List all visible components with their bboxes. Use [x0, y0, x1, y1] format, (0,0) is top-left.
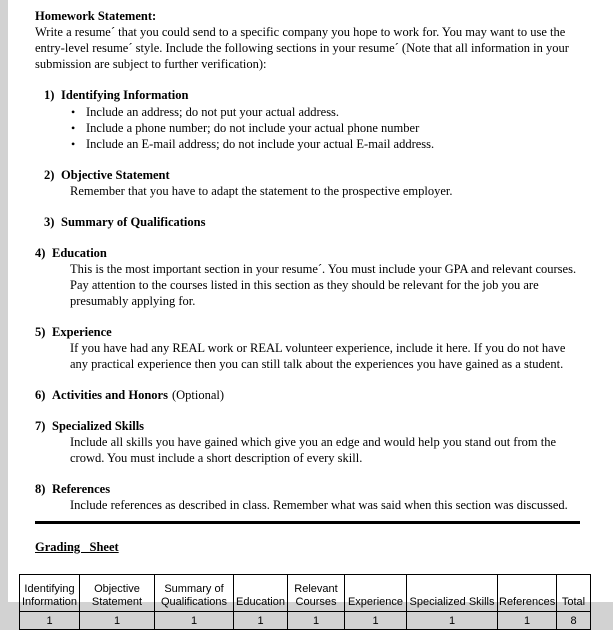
section-heading-text: Specialized Skills: [52, 419, 145, 433]
bullet-item: • Include an address; do not put your actual address.: [70, 104, 581, 120]
intro-paragraph: Write a resume´ that you could send to a specific company you hope to work for. You may want to use the entry-level resume´ style. Include the following sections in your resume´ (Note that all information in your submission are subject to further verification):: [35, 25, 569, 71]
section-heading: [35, 245, 581, 261]
section-heading-text: Activities and Honors: [52, 388, 168, 402]
section-heading: [44, 87, 581, 103]
grading-table-container: [19, 574, 586, 630]
bullet-item: • Include a phone number; do not include your actual phone number: [70, 120, 581, 136]
bullet-list: [70, 104, 581, 152]
section-heading-text: Objective Statement: [61, 168, 170, 182]
header-education: Education: [234, 575, 288, 612]
section-activities-and-honors: [35, 387, 581, 403]
grading-table: [19, 574, 591, 630]
grading-header-row: [20, 575, 591, 612]
section-number: 7): [35, 419, 46, 433]
header-identifying-information: Identifying Information: [20, 575, 80, 612]
points-objective-statement: 1: [80, 612, 155, 630]
points-education: 1: [234, 612, 288, 630]
thick-divider-line: [35, 521, 580, 524]
section-number: 5): [35, 325, 46, 339]
points-relevant-courses: 1: [288, 612, 345, 630]
header-specialized-skills: Specialized Skills: [407, 575, 498, 612]
document-page: [8, 0, 613, 627]
section-heading-suffix: (Optional): [171, 388, 225, 402]
section-number: 8): [35, 482, 46, 496]
header-references: References: [498, 575, 557, 612]
points-experience: 1: [345, 612, 407, 630]
section-body: Include all skills you have gained which give you an edge and would help you stand out from the crowd. You must include a short description of every skill.: [70, 435, 556, 465]
grading-values-row: [20, 612, 591, 630]
section-body: Remember that you have to adapt the statement to the prospective employer.: [70, 184, 453, 198]
section-heading-text: Summary of Qualifications: [61, 215, 206, 229]
section-body: Include references as described in class. Remember what was said when this section was discussed.: [70, 498, 568, 512]
points-total: 8: [557, 612, 591, 630]
section-heading-text: References: [52, 482, 111, 496]
section-identifying-information: [44, 87, 581, 152]
header-total: Total: [557, 575, 591, 612]
bullet-item: • Include an E-mail address; do not include your actual E-mail address.: [70, 136, 581, 152]
section-specialized-skills: [35, 418, 581, 466]
section-objective-statement: [44, 167, 581, 199]
section-heading: [35, 387, 581, 403]
points-references: 1: [498, 612, 557, 630]
document-title: Homework Statement:: [35, 9, 157, 23]
points-specialized-skills: 1: [407, 612, 498, 630]
section-body: If you have had any REAL work or REAL volunteer experience, include it here. If you do not have any practical experience then you can still talk about the experiences you have gained as a student.: [70, 341, 566, 371]
section-education: [35, 245, 581, 309]
section-heading: [35, 418, 581, 434]
header-experience: Experience: [345, 575, 407, 612]
section-number: 6): [35, 388, 46, 402]
grading-sheet-title: Grading Sheet: [35, 540, 119, 554]
header-objective-statement: Objective Statement: [80, 575, 155, 612]
section-experience: [35, 324, 581, 372]
section-heading: [35, 481, 581, 497]
section-heading-text: Experience: [52, 325, 112, 339]
section-number: 1): [44, 88, 55, 102]
points-summary-of-qualifications: 1: [155, 612, 234, 630]
section-number: 3): [44, 215, 55, 229]
section-heading: [35, 324, 581, 340]
section-heading: [44, 214, 581, 230]
section-body: This is the most important section in your resume´. You must include your GPA and relevant courses. Pay attention to the courses listed in this section as they should be relevant for the job you are presumably applying for.: [70, 262, 577, 308]
section-number: 4): [35, 246, 46, 260]
section-references: [35, 481, 581, 513]
header-summary-of-qualifications: Summary of Qualifications: [155, 575, 234, 612]
section-heading-text: Identifying Information: [61, 88, 189, 102]
header-relevant-courses: Relevant Courses: [288, 575, 345, 612]
section-number: 2): [44, 168, 55, 182]
section-heading: [44, 167, 581, 183]
points-identifying-information: 1: [20, 612, 80, 630]
section-summary-of-qualifications: [44, 214, 581, 230]
section-heading-text: Education: [52, 246, 107, 260]
